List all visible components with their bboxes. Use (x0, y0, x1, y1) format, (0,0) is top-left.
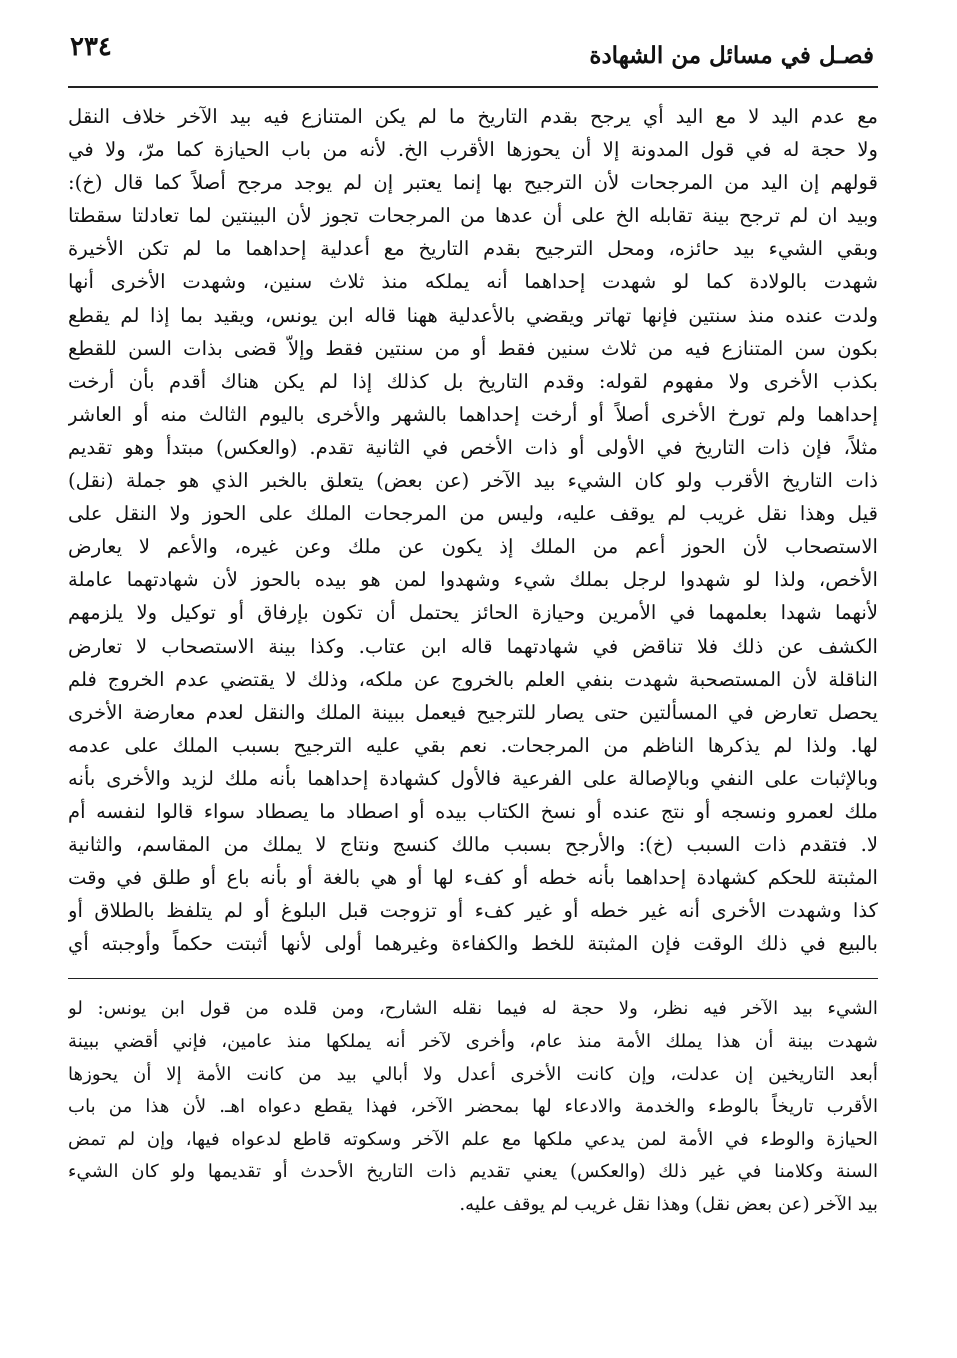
main-line: وبالإثبات على النفي وبالإصالة على الفرعية فالأول كشهادة إحداهما بأنه ملك لزيد والأخرى بأنه (68, 766, 878, 790)
main-line: الناقلة لأن المستصحبة شهدت بنفي العلم بالخروج عن ملكه، وذلك لا يقتضي عدم الخروج فلم (68, 667, 878, 691)
main-line: لأنهما شهدا بعلمهما في الأمرين وحيازة الحائز يحتمل أن تكون بإرفاق أو توكيل ولا يلزمهم (68, 601, 878, 625)
footnote-line: الشيء بيد الآخر فيه نظر، ولا حجة له فيما نقله الشارح، ومن قلده من قول ابن يونس: لو (68, 998, 878, 1020)
main-line: مع عدم اليد لا مع اليد أي يرجح بقدم التاريخ ما لم يكن المتنازع فيه بيد الآخر خلاف النقل (68, 105, 878, 128)
footnote-line: شهدت بينة أن هذا يملك الأمة منذ عام، وأخرى لآخر أنه يملكها منذ عامين، فإني أقضي ببينة (68, 1031, 878, 1053)
main-line: ملك لعمرو ونسجه أو نتج عنده أو نسخ الكتاب بيده أو اصطاد ما يصطاد سواء قالوا لنفسه أم (68, 799, 878, 823)
footnote-divider (68, 978, 878, 979)
main-text (68, 100, 878, 960)
page-header (68, 28, 878, 88)
book-page (68, 28, 878, 1338)
main-line: الاستصحاب لأن الحوز أعم من الملك إذ يكون عن ملك وعن غيره، والأعم لا يعارض (68, 535, 878, 559)
main-line: بالبيع في ذلك الوقت فإن المثبتة للخط والكفاءة وغيرهما أولى لأنها أثبتت حكماً وأوجبته أي (68, 932, 878, 956)
footnote-line: أبعد التاريخين إن عدلت، وإن كانت الأخرى أعدل ولا أبالي بيد من كانت الأمة إلا أن يحوزها (68, 1063, 878, 1085)
main-line: بكون سن المتنازع فيه من ثلاث سنين فقط أو من سنتين فقط وإلاّ قضى بذات السن للقطع (68, 336, 878, 360)
main-line: قولهم إن اليد من المرجحات لأن الترجيح بها إنما يعتبر إن لم يوجد مرجح أصلاً كما قال (خ): (68, 171, 878, 195)
footnote-line: السنة وكلامنا في غير ذلك (والعكس) يعني تقديم ذات التاريخ الأحدث أو تقديمها ولو كان الشيء (68, 1161, 878, 1183)
main-line: لها. ولذا لم يذكرها الناظم من المرجحات. نعم بقي عليه الترجيح بسبب الملك على عدمه (68, 733, 878, 757)
main-line: بكذب الأخرى ولا مفهوم لقوله: وقدم التاريخ بل كذلك إذا لم يكن هناك أقدم بأن أرخت (68, 369, 878, 393)
main-line: إحداهما ولم تورخ الأخرى أصلاً أو أرخت إحداهما بالشهر والأخرى باليوم الثالث منه أو العاشر (68, 402, 878, 426)
main-line: وبقي الشيء بيد حائزه، ومحل الترجيح بقدم التاريخ مع أعدلية إحداهما ما لم تكن الأخيرة (68, 237, 878, 261)
main-line: قيل وهذا نقل غريب لم يوقف عليه، وليس من المرجحات الملك على الحوز ولا النقل على (68, 502, 878, 526)
footnote-line: بيد الآخر (عن بعض نقل) وهذا نقل غريب لم يوقف عليه. (459, 1194, 878, 1215)
footnote-line: الحيازة والوطء في الأمة لمن يدعي ملكها مع علم الآخر وسكوته قاطع لدعواه فيها، وإن لم تمض (68, 1128, 878, 1150)
main-line: لا. فتقدم ذات السبب (خ): والأرجح بسبب مالك كنسج ونتاج لا يملك من المقاسم، والثانية (68, 833, 878, 857)
main-line: ذات التاريخ الأقرب ولو كان الشيء بيد الآخر (عن بعض) يتعلق بالخبر الذي هو جملة (نقل) (68, 469, 878, 493)
main-line: وبيد ان لم ترجح بينة تقابله الخ على أن عدها من المرجحات تجوز لأن البينتين لما تعادلتا سقطتا (68, 204, 878, 228)
main-line: الكشف عن ذلك فلا تناقض في شهادتهما قاله ابن عتاب. وكذا بينة الاستصحاب لا تعارض (68, 634, 878, 658)
main-line: ولدت عنده منذ سنتين فإنها تهاتر ويقضي بالأعدلية ههنا قاله ابن يونس، ويقيد بما إذا لم يقطع (68, 303, 878, 327)
footnote-line: الأقرب تاريخاً بالوطء والخدمة والادعاء لها بمحضر الآخر، فهذا يقطع دعواه اهـ. لأن هذا من باب (68, 1096, 878, 1118)
main-line: يحصل تعارض في المسألتين حتى يصار للترجيح فيعمل ببينة الملك والنقل لعدم معارضة الأخرى (68, 700, 878, 724)
main-line: المثبتة للحكم كشهادة إحداهما بأنه خطه أو كفء لها أو هي بالغة أو بأنه باع أو طلق في وقت (68, 866, 878, 890)
main-line: الأخص، ولذا لو شهدوا لرجل بملك شيء وشهدوا لمن هو بيده بالحوز لأن شهادتهما عاملة (68, 568, 878, 592)
main-line: شهدت بالولادة كما لو شهدت إحداهما أنه يملكه منذ ثلاث سنين، وشهدت الأخرى أنها (68, 270, 878, 294)
main-line: مثلاً، فإن ذات التاريخ في الأولى أو ذات الأخص في الثانية تقدم. (والعكس) مبتدأ وهو تقديم (68, 435, 878, 459)
main-line: كذا وشهدت الأخرى أنه غير خطه أو غير كفء أو تزوجت قبل البلوغ أو لم يتلفظ بالطلاق أو (68, 899, 878, 923)
running-title: فصـل في مسائل من الشهادة (589, 42, 874, 69)
footnote-text (68, 993, 878, 1221)
page-number: ٢٣٤ (70, 32, 112, 62)
main-line: ولا حجة له في قول المدونة إلا أن يحوزها الأقرب الخ. لأنه من باب الحيازة كما مرّ، ولا في (68, 138, 878, 162)
